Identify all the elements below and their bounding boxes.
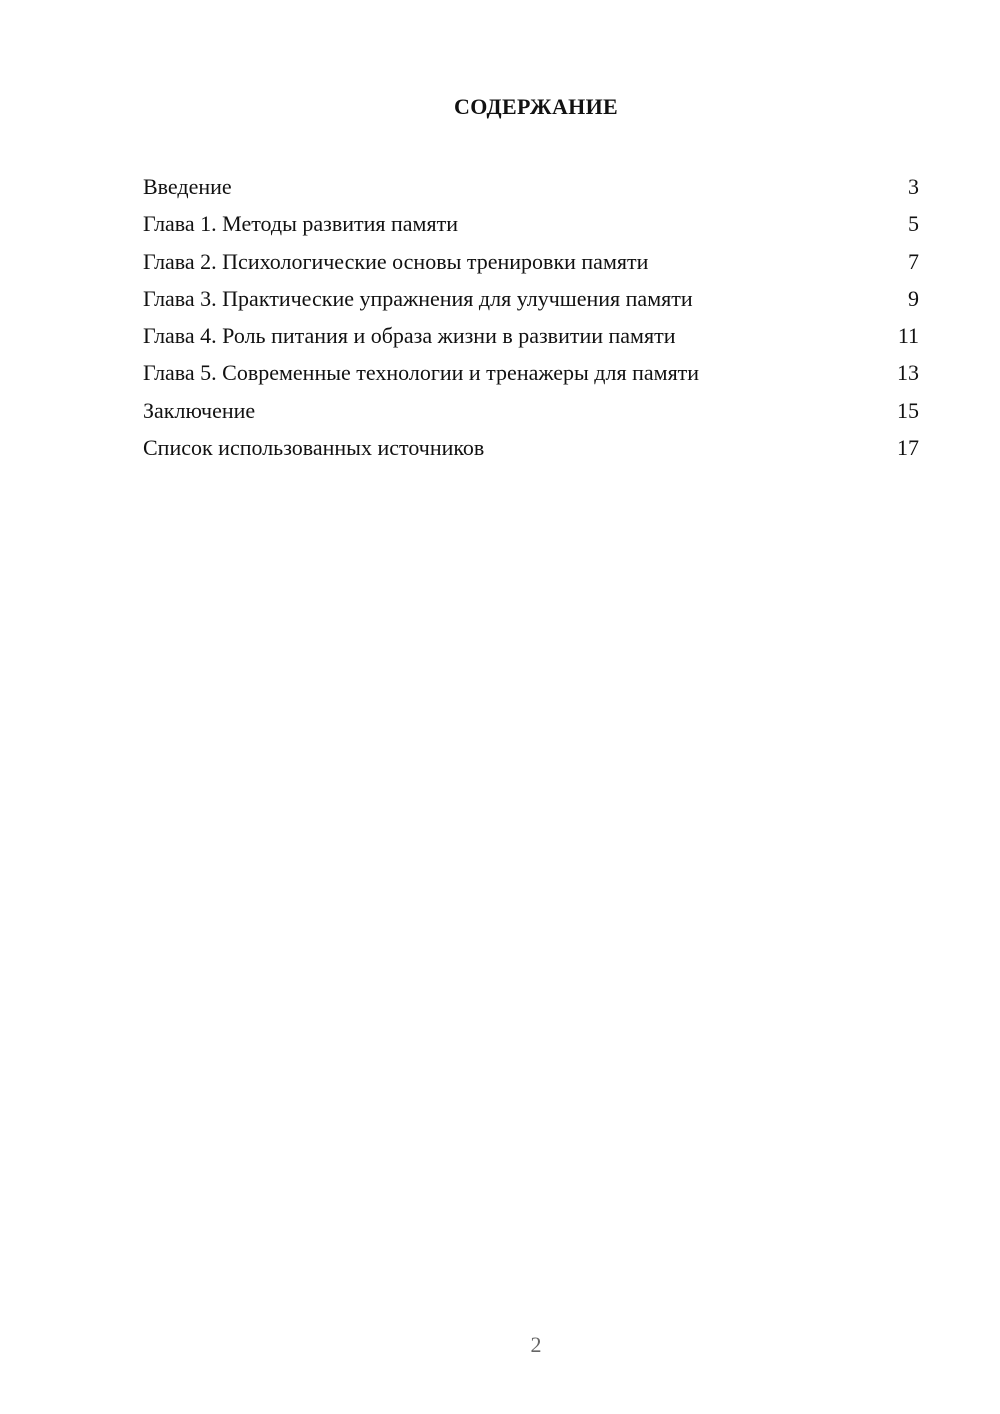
toc-entry-page: 7 bbox=[908, 248, 919, 274]
toc-entry-label: Введение bbox=[143, 174, 232, 199]
toc-entry-label: Заключение bbox=[143, 397, 256, 423]
toc-entry-label: Список использованных источников bbox=[143, 435, 485, 461]
page-number: 2 bbox=[530, 1332, 542, 1357]
toc-entry-chapter-1 bbox=[143, 205, 919, 242]
toc-entry-chapter-5 bbox=[143, 354, 919, 391]
toc-entry-page: 15 bbox=[897, 397, 919, 423]
toc-entry-page: 9 bbox=[908, 285, 919, 311]
toc-entry-chapter-4 bbox=[143, 317, 919, 354]
toc-title: СОДЕРЖАНИЕ bbox=[454, 94, 618, 119]
toc-entry-chapter-3 bbox=[143, 280, 919, 317]
toc-entry-label: Глава 4. Роль питания и образа жизни в развитии памяти bbox=[143, 323, 676, 349]
toc-entry-page: 11 bbox=[897, 323, 919, 349]
toc-entry-introduction bbox=[143, 168, 919, 205]
toc-entry-references bbox=[143, 429, 919, 466]
toc-entry-page: 5 bbox=[908, 211, 919, 237]
toc-entry-label: Глава 2. Психологические основы тренировки памяти bbox=[143, 248, 649, 274]
toc-entry-label: Глава 5. Современные технологии и тренажеры для памяти bbox=[143, 360, 700, 386]
toc-entry-page: 13 bbox=[897, 360, 919, 386]
toc-entry-label: Глава 1. Методы развития памяти bbox=[143, 211, 458, 237]
toc-entry-page: 17 bbox=[897, 435, 919, 461]
table-of-contents bbox=[143, 168, 919, 466]
toc-entry-chapter-2 bbox=[143, 243, 919, 280]
toc-entry-label: Глава 3. Практические упражнения для улучшения памяти bbox=[143, 285, 693, 311]
toc-entry-conclusion bbox=[143, 392, 919, 429]
toc-entry-page: 3 bbox=[908, 174, 919, 199]
